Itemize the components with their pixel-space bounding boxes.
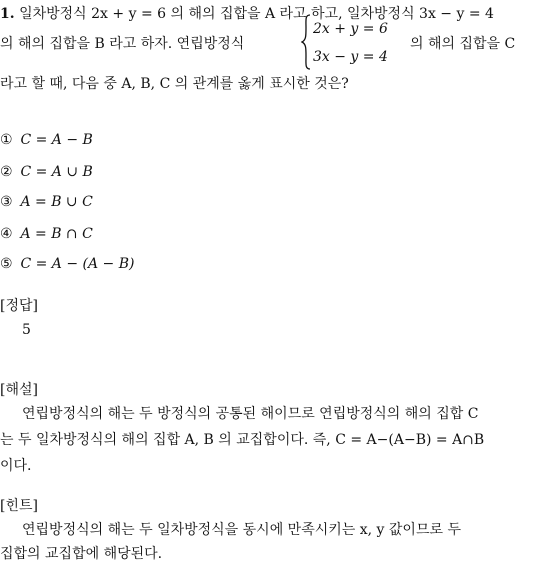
choice-1[interactable] bbox=[0, 130, 93, 150]
hint-line-2: 집합의 교집합에 해당된다. bbox=[0, 546, 163, 562]
question-line-3: 라고 할 때, 다음 중 A, B, C 의 관계를 옳게 표시한 것은? bbox=[0, 76, 349, 92]
answer-label: [정답] bbox=[0, 298, 38, 314]
question-line-2-post: 의 해의 집합을 C bbox=[410, 36, 516, 52]
equation-system bbox=[301, 14, 401, 70]
choice-mark: ③ bbox=[0, 194, 13, 210]
choice-text: C = A − B bbox=[20, 132, 93, 148]
system-equation-1: 2x + y = 6 bbox=[313, 21, 388, 37]
explanation-line-1: 연립방정식의 해는 두 방정식의 공통된 해이므로 연립방정식의 해의 집합 C bbox=[22, 406, 479, 422]
explanation-line-2: 는 두 일차방정식의 해의 집합 A, B 의 교집합이다. 즉, C = A−(A−B) = A∩B bbox=[0, 432, 485, 448]
choice-text: C = A − (A − B) bbox=[20, 256, 135, 272]
system-equation-2: 3x − y = 4 bbox=[313, 49, 388, 65]
choice-text: A = B ∩ C bbox=[20, 226, 93, 242]
choice-text: C = A ∪ B bbox=[20, 164, 93, 180]
choice-mark: ⑤ bbox=[0, 256, 13, 272]
choice-3[interactable] bbox=[0, 192, 93, 212]
choice-mark: ① bbox=[0, 132, 13, 148]
choice-2[interactable] bbox=[0, 162, 93, 182]
explanation-label: [해설] bbox=[0, 382, 38, 398]
question-line-1 bbox=[0, 4, 494, 24]
choice-text: A = B ∪ C bbox=[20, 194, 93, 210]
hint-label: [힌트] bbox=[0, 498, 38, 514]
explanation-line-3: 이다. bbox=[0, 458, 32, 474]
choice-4[interactable] bbox=[0, 224, 93, 244]
choice-5[interactable] bbox=[0, 254, 135, 274]
answer-value: 5 bbox=[22, 322, 31, 338]
left-brace-icon bbox=[301, 14, 311, 70]
question-text-1: 일차방정식 2x + y = 6 의 해의 집합을 A 라고 하고, 일차방정식 3x − y = 4 bbox=[19, 6, 494, 22]
question-number: 1. bbox=[0, 6, 15, 22]
hint-line-1: 연립방정식의 해는 두 일차방정식을 동시에 만족시키는 x, y 값이므로 두 bbox=[22, 522, 461, 538]
choice-mark: ④ bbox=[0, 226, 13, 242]
choice-mark: ② bbox=[0, 164, 13, 180]
question-line-2-pre: 의 해의 집합을 B 라고 하자. 연립방정식 bbox=[0, 36, 245, 52]
